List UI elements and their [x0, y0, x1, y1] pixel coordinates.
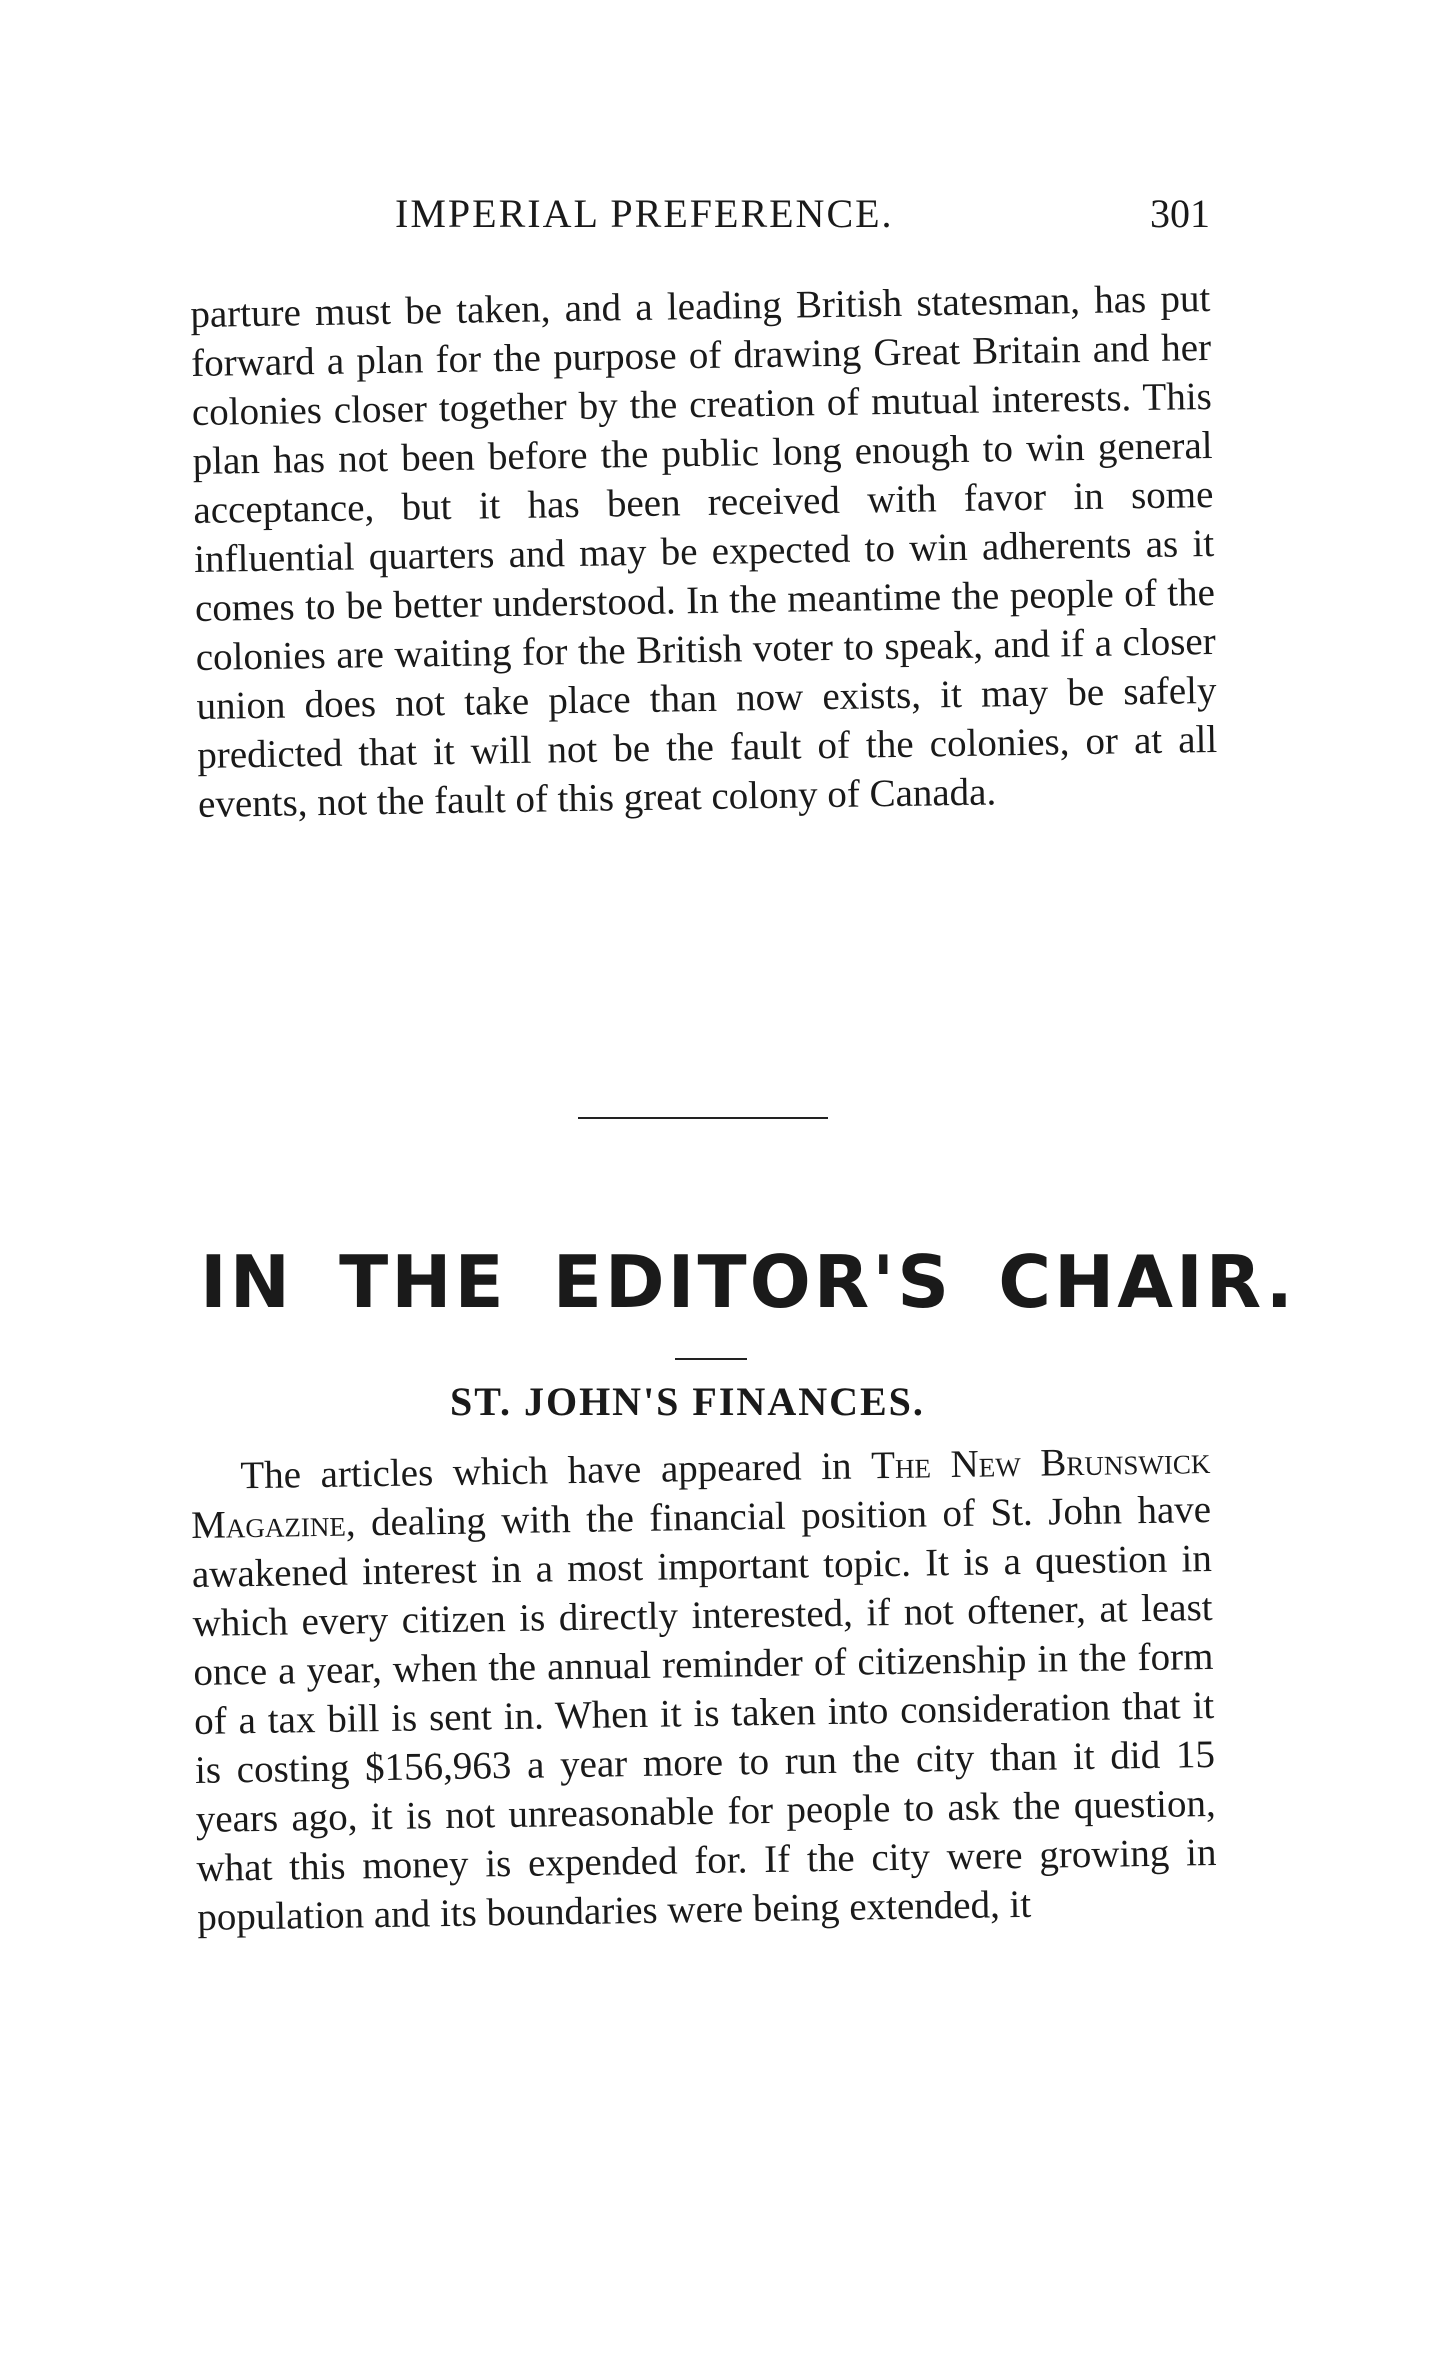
page-number: 301	[1150, 191, 1210, 236]
running-header	[190, 190, 1210, 250]
paragraph-lead: The articles which have appeared in	[240, 1444, 872, 1498]
article-paragraph	[190, 1436, 1218, 1942]
continued-paragraph: parture must be taken, and a leading British statesman, has put forward a plan for the purpose of drawing Great Britain and her colonies closer together by the creation of mutual interests. This plan has not been before the public long enough to win general acceptance, but it has been received with favor in some influential quarters and may be expected to win adherents as it comes to be better understood. In the meantime the people of the colonies are waiting for the British voter to speak, and if a closer union does not take place than now exists, it may be safely predicted that it will not be the fault of the colonies, or at all events, not the fault of this great colony of Canada.	[190, 276, 1218, 826]
article-title: ST. JOHN'S FINANCES.	[450, 1379, 925, 1424]
section-divider	[578, 1117, 828, 1119]
running-title: IMPERIAL PREFERENCE.	[395, 191, 894, 236]
section-heading: IN THE EDITOR'S CHAIR.	[200, 1240, 1296, 1324]
paragraph-rest: , dealing with the financial position of St. John have awakened interest in a most important topic. It is a question in which every citizen is directly interested, if not oftener, at least once a year, when the annual reminder of citizenship in the form of a tax bill is sent in. When it is taken into consideration that it is costing $156,963 a year more to run the city than it did 15 years ago, it is not unreasonable for people to ask the question, what this money is expended for. If the city were growing in population and its boundaries were being extended, it	[191, 1487, 1217, 1939]
heading-rule	[675, 1358, 747, 1360]
magazine-name: The New Brunswick Magazine	[190, 1438, 1211, 1547]
